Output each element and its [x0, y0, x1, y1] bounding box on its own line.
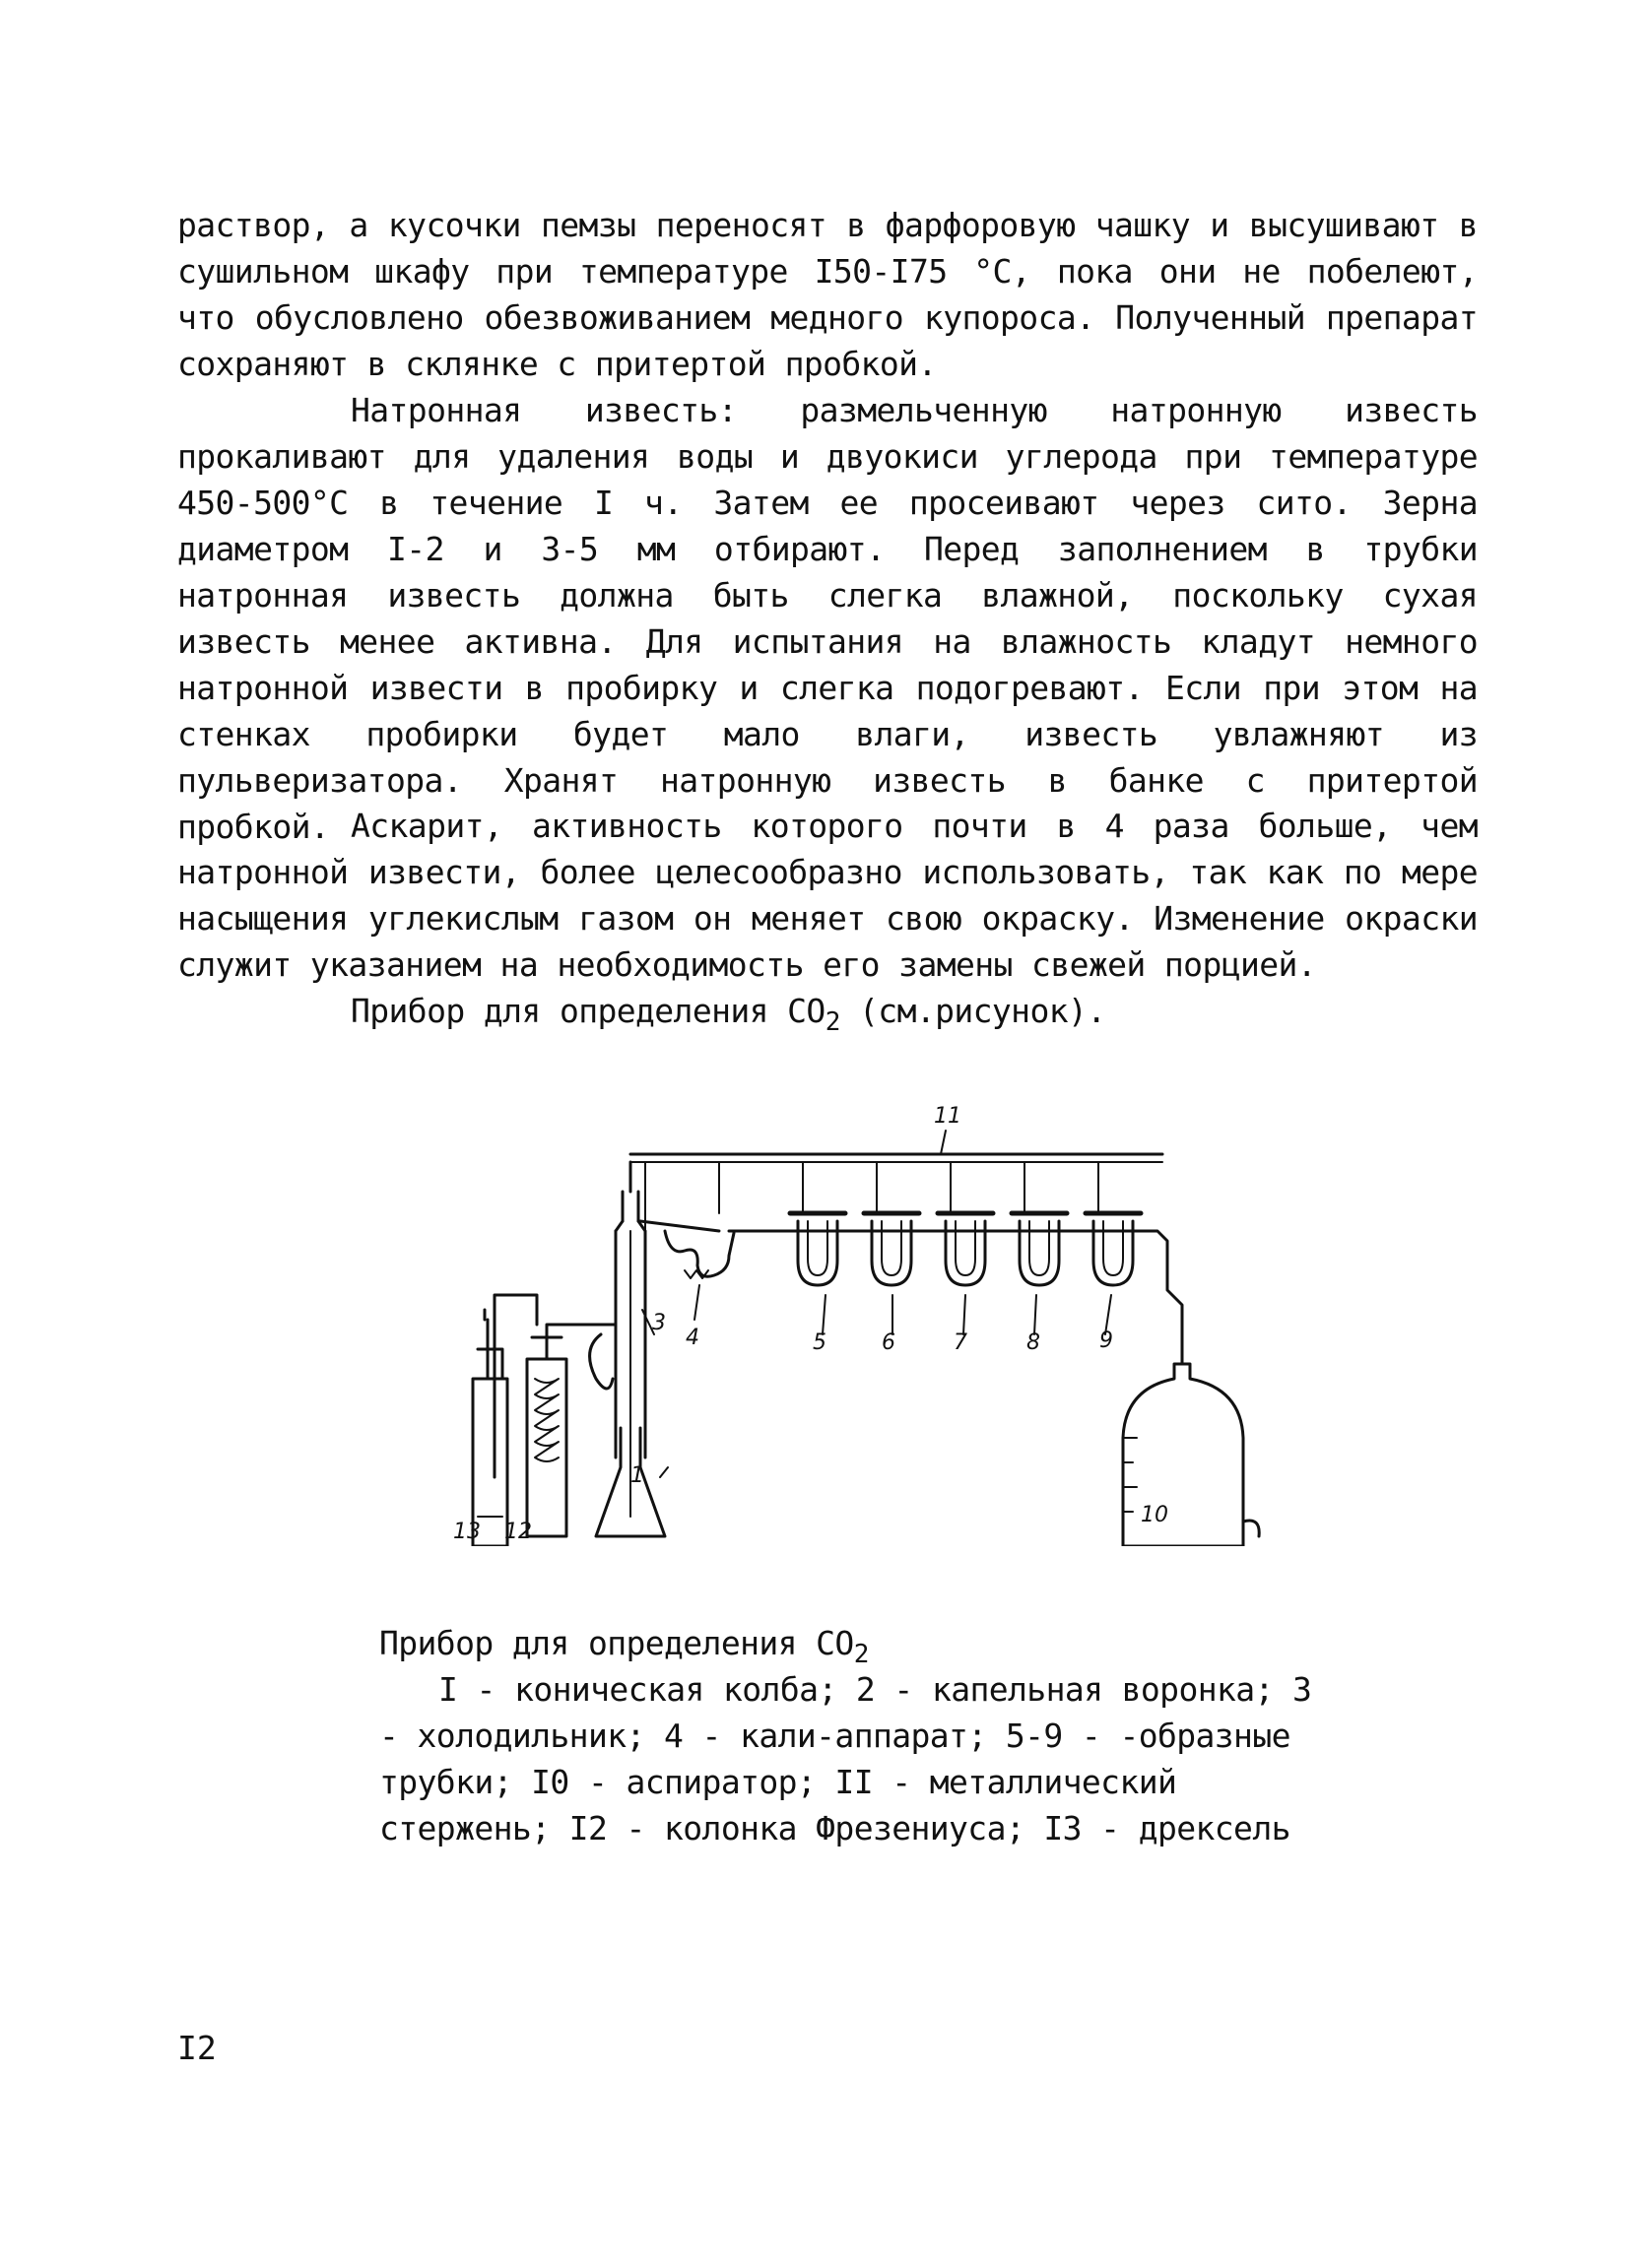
paragraph-1: раствор, а кусочки пемзы переносят в фарфоровую чашку и высушивают в сушильном шкафу при температуре I50-I75 °С, пока они не побелеют, что обусловлено обезвоживанием медного купороса. Полученный препарат сохраняют в склянке с притертой пробкой.: [177, 206, 1478, 383]
label-8: 8: [1026, 1330, 1040, 1355]
page-number: I2: [177, 2029, 217, 2067]
paragraph-2: [177, 387, 1478, 850]
label-4: 4: [686, 1326, 699, 1350]
paragraph-3-text: Аскарит, активность которого почти в 4 раза больше, чем натронной извести, более целесообразно использовать, так как по мере насыщения углекислым газом он меняет свою окраску. Изменение окраски служит указанием на необходимость его замены свежей порцией.: [177, 807, 1478, 984]
label-3: 3: [652, 1311, 666, 1335]
label-12: 12: [504, 1520, 532, 1544]
paragraph-2-text: Натронная известь: размельченную натронную известь прокаливают для удаления воды и двуокиси углерода при температуре 450-500°С в течение I ч. Затем ее просеивают через сито. Зерна диаметром I-2 и 3-5 мм отбирают. Перед заполнением в трубки натронная известь должна быть слегка влажной, поскольку сухая известь менее активна. Для испытания на влажность кладут немного натронной извести в пробирку и слегка подогревают. Если при этом на стенках пробирки будет мало влаги, известь увлажняют из пульверизатора. Хранят натронную известь в банке с притертой пробкой.: [177, 391, 1478, 846]
caption-title-subscript: 2: [853, 1640, 869, 1669]
label-1: 1: [630, 1463, 644, 1488]
caption-body-text: I - коническая колба; 2 - капельная воронка; 3 - холодильник; 4 - кали-аппарат; 5-9 - -образные трубки; I0 - аспиратор; II - металлический стержень; I2 - колонка Фрезениуса; I3 - дрексель: [379, 1670, 1312, 1847]
label-13: 13: [453, 1520, 481, 1544]
caption-title: [379, 1620, 1325, 1669]
caption-body: [379, 1666, 1325, 1851]
figure-caption: [379, 1620, 1325, 1851]
diagram-labels: [433, 1083, 1261, 1546]
label-6: 6: [882, 1330, 895, 1355]
label-5: 5: [813, 1330, 826, 1355]
paragraph-3: [177, 803, 1478, 988]
figure-reference-subscript: 2: [825, 1007, 840, 1037]
label-7: 7: [954, 1330, 967, 1355]
label-9: 9: [1099, 1328, 1113, 1353]
label-11: 11: [934, 1104, 961, 1129]
figure-reference-prefix: Прибор для определения СО: [351, 992, 826, 1030]
figure-reference: [351, 988, 1106, 1037]
co2-apparatus-diagram: [433, 1083, 1261, 1546]
figure-reference-suffix: (см.рисунок).: [839, 992, 1106, 1030]
label-10: 10: [1141, 1503, 1168, 1527]
caption-title-prefix: Прибор для определения СО: [379, 1624, 854, 1662]
